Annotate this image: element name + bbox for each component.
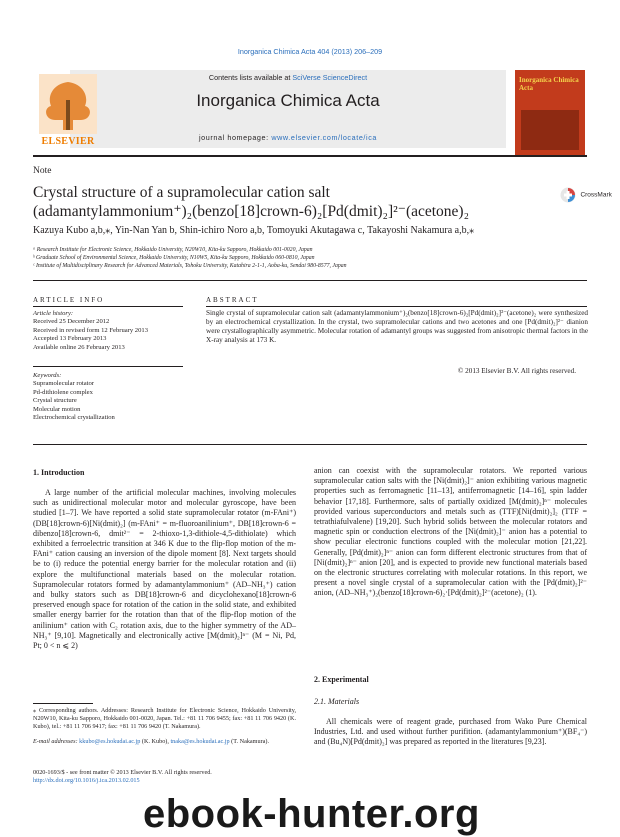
abstract-text: Single crystal of supramolecular cation salt (adamantylammonium⁺)₂(benzo[18]crown-6)₂[Pd(dmit)₂]²⁻(acetone)₂ were synthesized by an electrochemical crystallization. In the crystal, two supramolecular cations and two acetones and one [Pd(dmit)₂]²⁻ dianion were crystallographically asymmetric. Molecular rotation of adamantyl groups was suggested from anisotropic thermal factors in the X-ray analysis at 173 K.: [206, 309, 589, 344]
footnote-rule: [33, 703, 93, 704]
history-revised: Received in revised form 12 February 2013: [33, 326, 148, 334]
journal-reference[interactable]: Inorganica Chimica Acta 404 (2013) 206–209: [237, 47, 383, 56]
crossmark-label: CrossMark: [580, 191, 612, 199]
abstract-rule: [206, 306, 587, 307]
email-name-kubo: (K. Kubo),: [140, 738, 171, 745]
crossmark-icon: [560, 187, 576, 203]
email-name-nakamura: (T. Nakamura).: [229, 738, 269, 745]
doi-link[interactable]: http://dx.doi.org/10.1016/j.ica.2013.02.015: [33, 777, 140, 784]
email-link-kubo[interactable]: kkubo@es.hokudai.ac.jp: [79, 738, 141, 745]
keyword-item: Pd-dithiolene complex: [33, 388, 93, 396]
keyword-item: Crystal structure: [33, 397, 77, 405]
abstract-copyright: © 2013 Elsevier B.V. All rights reserved.: [457, 367, 576, 375]
materials-paragraph: All chemicals were of reagent grade, purchased from Wako Pure Chemical Industries, Ltd. and used without further purifition. (adamantylammonium⁺)(BF₄⁻) and (Bu₄N)[Pd(dmit)₂] was prepared as reported in the literatures [9,23].: [314, 717, 587, 747]
issn-line: 0020-1693/$ - see front matter © 2013 Elsevier B.V. All rights reserved.: [33, 769, 212, 776]
homepage-prefix: journal homepage:: [198, 133, 272, 142]
history-accepted: Accepted 13 February 2013: [33, 335, 107, 343]
section-2-heading: 2. Experimental: [314, 675, 369, 684]
affiliation-b: ᵇ Graduate School of Environmental Science, Hokkaido University, N10W5, Kita-ku Sapporo, Hokkaido 060-0810, Japan: [33, 255, 315, 261]
keyword-item: Electrochemical crystallization: [33, 414, 115, 422]
corresponding-author-footnote: ⁎ Corresponding authors. Addresses: Research Institute for Electronic Science, Hokkaido University, N20W10, Kita-ku Sapporo, Hokkaido 001-0020, Japan. Tel.: +81 11 706 9455; fax: +81 11 706 9420 (K. Kubo), tel.: +81 11 706 9417; fax: +81 11 706 9420 (T. Nakamura).: [33, 707, 296, 730]
cover-title: Inorganica Chimica Acta: [519, 76, 579, 92]
introduction-paragraph: A large number of the artificial molecular machines, involving molecules such as unidirectional molecular motor and molecular gyroscope, have been studied [1–7]. We have reported a solid state supramolecular rotator (m-FAni⁺)(DB[18]crown-6)[Ni(dmit)₂] (m-FAni⁺ = m-fluoroanilinium⁺, DB[18]crown-6 = dibenzo[18]crown-6, dmit²⁻ = 2-thioxo-1,3-dithiole-4,5-dithiolate) which exhibited a ferroelectric transition at 346 K due to the flip-flop motion of the m-FAni⁺ cation causing an inversion of the dipole moment [8]. Next targets should be to (i) reduce the potential energy barrier for the molecular rotation and (ii) explore the multifunctional materials based on the molecular rotation. Supramolecular rotators formed by adamantylammonium⁺ (AD–NH₃⁺) cation and bulky stators such as DB[18]crown-6 and dicyclohexano[18]crown-6 preserved enough space for rotation of the cation in the solid state, and exhibited smaller energy barrier for the rotation than that of the flip-flop motion of the anilinium⁺ cation with C₂ rotation axis, due to the higher symmetry of the AD–NH₃⁺ [9,10]. Magnetically and electronically active [M(dmit)₂]ⁿ⁻ (M = Ni, Pd, Pt; 0 < n ⩽ 2): [33, 488, 296, 651]
journal-title: Inorganica Chimica Acta: [196, 91, 380, 110]
affiliation-c: ᶜ Institute of Multidisciplinary Research for Advanced Materials, Tohoku University, Katahira 2-1-1, Aoba-ku, Sendai 980-8577, Japan: [33, 263, 347, 269]
email-label: E-mail addresses:: [33, 738, 80, 745]
keywords-block: [33, 372, 193, 422]
article-type: Note: [33, 166, 52, 176]
email-link-nakamura[interactable]: tnaka@es.hokudai.ac.jp: [170, 738, 230, 745]
info-top-rule: [33, 280, 587, 281]
contents-line: [70, 73, 506, 82]
contents-prefix: Contents lists available at: [208, 73, 293, 82]
article-history: [33, 310, 193, 352]
history-label: Article history:: [33, 310, 74, 317]
abstract-heading: ABSTRACT: [206, 296, 259, 304]
title-line-1: Crystal structure of a supramolecular cation salt: [33, 184, 330, 201]
header-divider: [33, 155, 587, 157]
publisher-name: ELSEVIER: [41, 136, 95, 147]
right-column-paragraph: anion can coexist with the supramolecular rotators. We reported various supramolecular cation salts with the [Ni(dmit)₂]⁻ anion exhibiting various magnetic properties such as ferromagnetic [11–13], antiferromagnetic [14–16], spin ladder behavior [17,18]. Furthermore, salts of partially oxidized [M(dmit)₂]ⁿ⁻ molecules provided various superconductors and metals such as (TTF)[Ni(dmit)₂]₂ (TTF = tetrathiafulvalene) [19,20]. Such hybrid solids between the molecular rotators and magnetic spin or conduction electrons of the [Ni(dmit)₂]⁻ anion has a potential to show peculiar electronic functions coupled with the molecular motion [21,22]. Generally, [Pd(dmit)₂]ⁿ⁻ anion can form different electronic structures from that of [Ni(dmit)₂]ⁿ⁻ anion [20], and is expected to provide new functional materials based on the electronic structures correlating with molecular rotations. In this report, we present a novel single crystal of a supramolecular cation with the [Pd(dmit)₂]²⁻ anion, (AD–NH₃⁺)₂(benzo[18]crown-6)₂·[Pd(dmit)₂]²⁻(acetone)₂ (1).: [314, 466, 587, 598]
keyword-item: Molecular motion: [33, 405, 81, 413]
crossmark-badge[interactable]: [560, 186, 620, 204]
journal-cover-image: [515, 70, 585, 156]
affiliation-a: ᵃ Research Institute for Electronic Science, Hokkaido University, N20W10, Kita-ku Sapporo, Hokkaido 001-0020, Japan: [33, 247, 313, 253]
article-info-rule: [33, 306, 183, 307]
article-info-heading: ARTICLE INFO: [33, 296, 105, 304]
title-line-2: (adamantylammonium⁺)₂(benzo[18]crown-6)₂[Pd(dmit)₂]²⁻(acetone)₂: [33, 203, 469, 220]
journal-homepage: [70, 133, 506, 142]
sciencedirect-link[interactable]: SciVerse ScienceDirect: [292, 73, 368, 82]
history-received: Received 25 December 2012: [33, 318, 110, 326]
section-1-heading: 1. Introduction: [33, 468, 85, 477]
email-footnote: [33, 738, 296, 746]
watermark: ebook-hunter.org: [143, 792, 480, 836]
cover-graphic: [521, 110, 579, 150]
author-list: Kazuya Kubo a,b,⁎, Yin-Nan Yan b, Shin-ichiro Noro a,b, Tomoyuki Akutagawa c, Takayoshi Nakamura a,b,⁎: [33, 225, 475, 236]
footer: [33, 769, 333, 785]
body-top-rule: [33, 444, 587, 445]
article-title: [33, 183, 553, 221]
keywords-label: Keywords:: [33, 372, 62, 379]
keywords-rule: [33, 366, 183, 367]
homepage-link[interactable]: www.elsevier.com/locate/ica: [271, 133, 378, 142]
section-2-1-heading: 2.1. Materials: [314, 697, 360, 706]
keyword-item: Supramolecular rotator: [33, 380, 94, 388]
history-online: Available online 26 February 2013: [33, 343, 125, 351]
